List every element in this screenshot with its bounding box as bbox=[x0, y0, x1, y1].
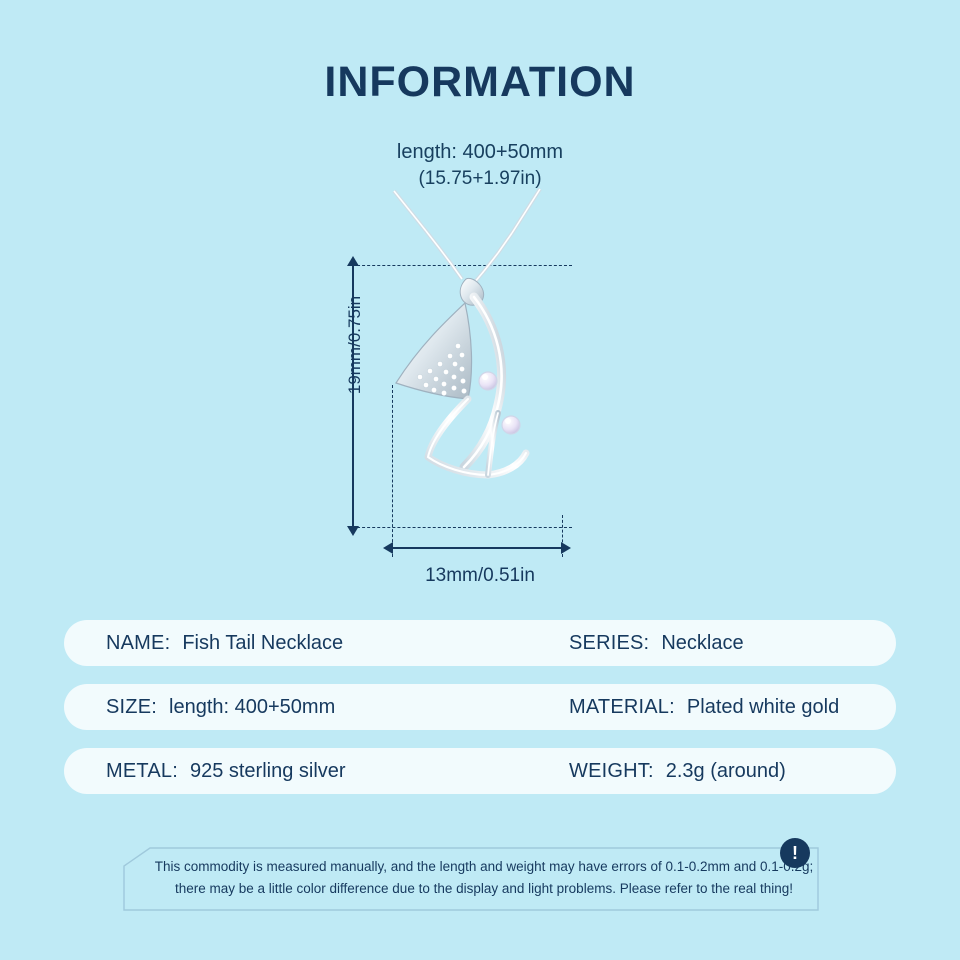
spec-series-value: Necklace bbox=[661, 631, 744, 654]
spec-size-value: length: 400+50mm bbox=[169, 695, 336, 718]
disclaimer-line2: there may be a little color difference due to the display and light problems. Please refer to the real thing! bbox=[174, 881, 794, 897]
spec-weight-value: 2.3g (around) bbox=[665, 759, 786, 782]
fish-tail-necklace-image bbox=[370, 185, 600, 535]
spec-name-key: NAME: bbox=[106, 631, 171, 654]
spec-series-key: SERIES: bbox=[569, 631, 650, 654]
spec-metal-key: METAL: bbox=[106, 759, 178, 782]
disclaimer-text bbox=[154, 856, 814, 901]
spec-size-key: SIZE: bbox=[106, 695, 158, 718]
product-dimension-diagram bbox=[330, 185, 630, 595]
spec-material-value: Plated white gold bbox=[686, 695, 840, 718]
opal-stone-upper bbox=[479, 372, 497, 390]
spec-name bbox=[106, 632, 343, 655]
spec-weight-key: WEIGHT: bbox=[569, 759, 654, 782]
length-note-line1: length: 400+50mm bbox=[396, 141, 564, 163]
table-row bbox=[64, 684, 896, 730]
spec-series bbox=[569, 632, 744, 655]
spec-name-value: Fish Tail Necklace bbox=[182, 631, 344, 654]
table-row bbox=[64, 748, 896, 794]
table-row bbox=[64, 620, 896, 666]
spec-metal-value: 925 sterling silver bbox=[189, 759, 346, 782]
page-title: INFORMATION bbox=[324, 58, 636, 106]
height-dimension-label: 19mm/0.75in bbox=[345, 295, 365, 395]
disclaimer-banner bbox=[120, 838, 840, 918]
spec-material-key: MATERIAL: bbox=[569, 695, 675, 718]
spec-metal bbox=[106, 760, 346, 783]
spec-size bbox=[106, 696, 335, 719]
length-note-line2: (15.75+1.97in) bbox=[418, 168, 542, 189]
spec-material bbox=[569, 696, 839, 719]
spec-weight bbox=[569, 760, 786, 783]
disclaimer-line1: This commodity is measured manually, and the length and weight may have errors of 0.1-0.2mm and 0.1-0.2g; bbox=[154, 859, 814, 874]
width-dimension-label: 13mm/0.51in bbox=[425, 565, 535, 586]
opal-stone-lower bbox=[502, 416, 520, 434]
exclamation-icon: ! bbox=[780, 838, 810, 868]
width-dimension-arrow bbox=[392, 547, 562, 549]
spec-table bbox=[64, 620, 896, 812]
